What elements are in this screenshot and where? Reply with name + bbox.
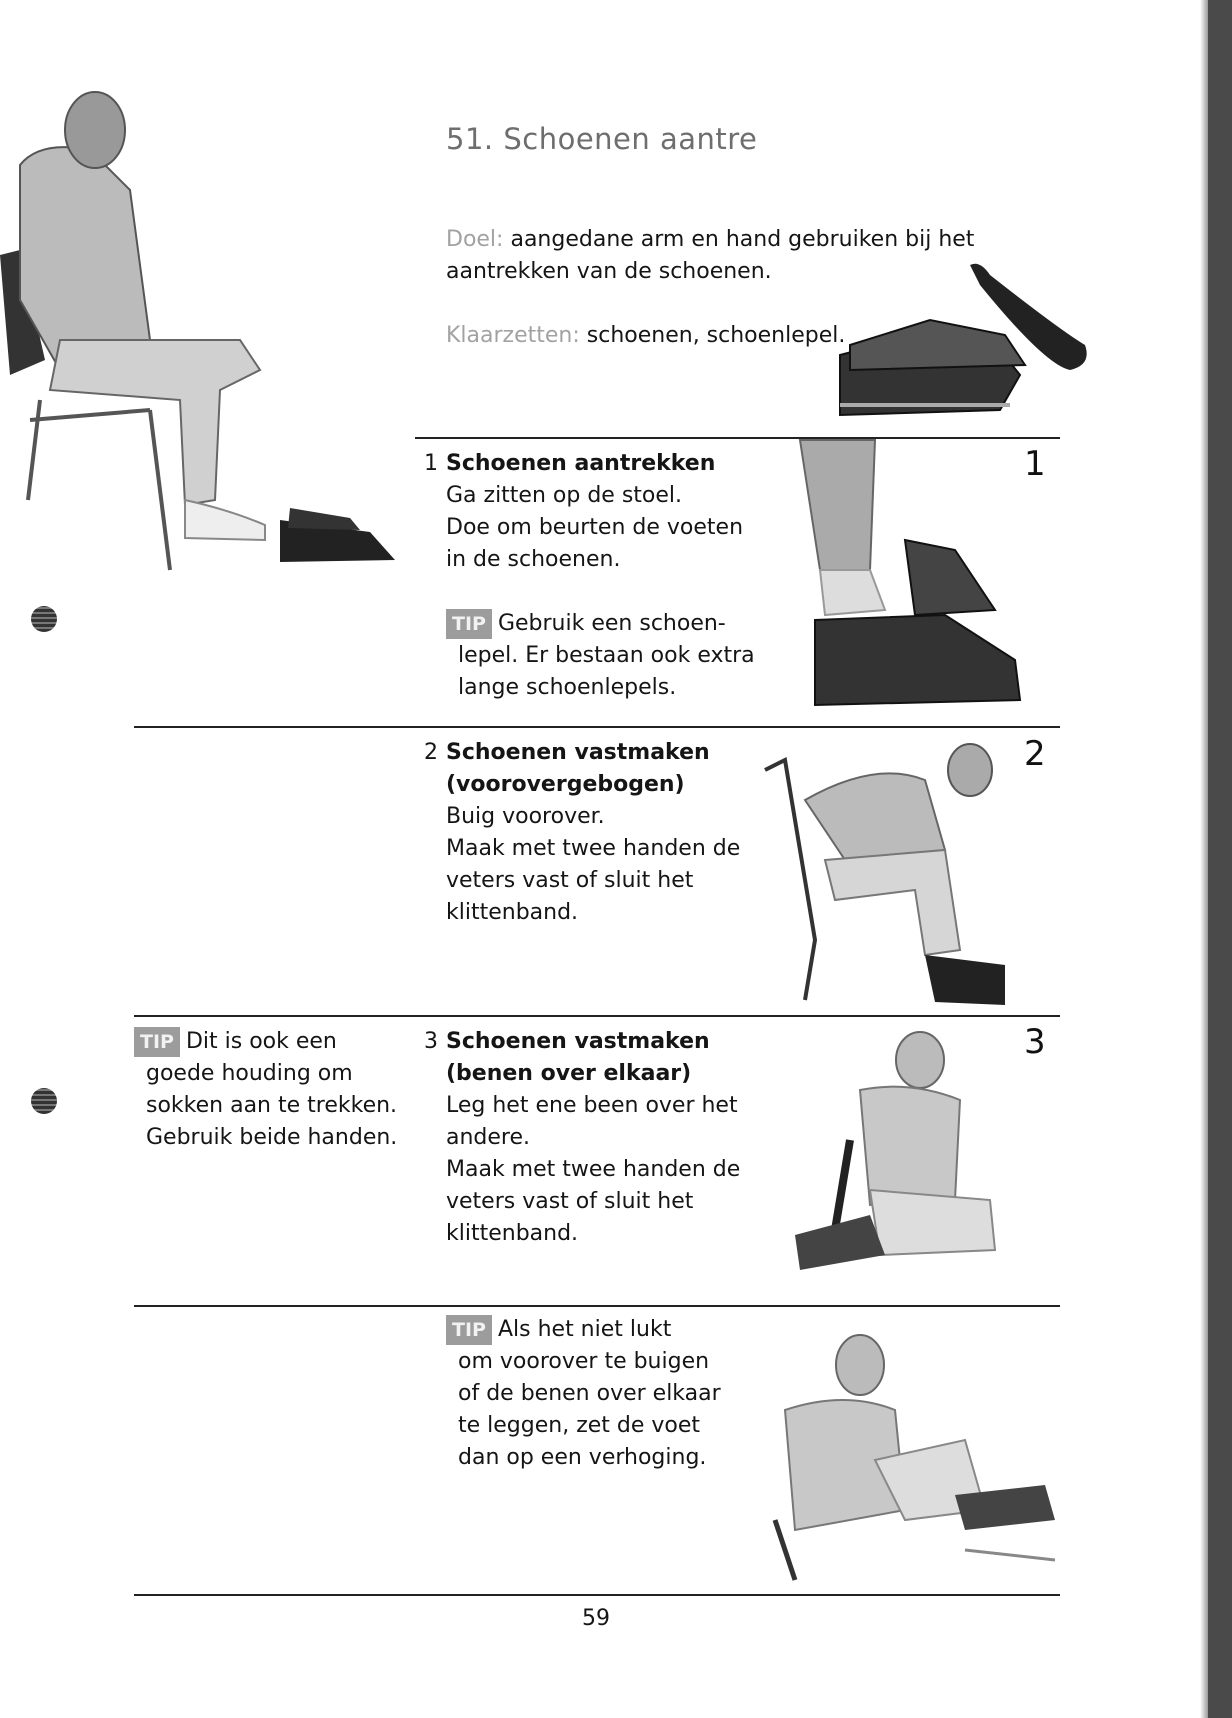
seated-man-photo — [0, 40, 410, 580]
step-3-photo — [790, 1030, 1000, 1300]
final-tip-photo — [755, 1320, 1060, 1585]
tip-text: goede houding om — [146, 1061, 353, 1086]
step-3-badge: 3 — [1024, 1022, 1046, 1062]
divider — [134, 726, 1060, 728]
setup-text: schoenen, schoenlepel. — [586, 323, 846, 348]
tip-text: dan op een verhoging. — [458, 1445, 707, 1470]
divider — [415, 437, 1060, 439]
scan-edge — [1208, 0, 1232, 1718]
step-3-heading: (benen over elkaar) — [446, 1061, 692, 1086]
step-2-line: klittenband. — [446, 900, 579, 925]
step-2-heading: Schoenen vastmaken — [446, 740, 710, 765]
goal-text-2: aantrekken van de schoenen. — [446, 259, 772, 284]
step-2-number: 2 — [424, 740, 438, 765]
step-2-heading: (voorovergebogen) — [446, 772, 685, 797]
tip-badge: TIP — [446, 1315, 492, 1345]
tip-text: lepel. Er bestaan ook extra — [458, 643, 755, 668]
shoes-and-shoehorn-photo — [830, 255, 1100, 425]
divider — [134, 1015, 1060, 1017]
step-1-badge: 1 — [1024, 444, 1046, 484]
step-3-line: andere. — [446, 1125, 531, 1150]
tip-text: te leggen, zet de voet — [458, 1413, 701, 1438]
step-1-heading: Schoenen aantrekken — [446, 451, 716, 476]
tip-badge: TIP — [134, 1027, 180, 1057]
step-2-line: Maak met twee handen de — [446, 836, 741, 861]
tip-text: lange schoenlepels. — [458, 675, 677, 700]
tip-text: om voorover te buigen — [458, 1349, 710, 1374]
tip-text: sokken aan te trekken. — [146, 1093, 398, 1118]
step-1-photo — [795, 440, 1055, 710]
step-1-number: 1 — [424, 451, 438, 476]
tip-text: Gebruik een schoen- — [497, 611, 726, 636]
step-3-side-tip — [134, 1026, 397, 1154]
step-2-badge: 2 — [1024, 734, 1046, 774]
page-number: 59 — [582, 1606, 610, 1631]
tip-text: Dit is ook een — [185, 1029, 337, 1054]
step-1-line: Doe om beurten de voeten — [446, 515, 744, 540]
step-1-line: Ga zitten op de stoel. — [446, 483, 683, 508]
final-tip — [446, 1314, 721, 1474]
step-2-photo — [755, 740, 1010, 1010]
goal-label: Doel: — [446, 227, 504, 252]
step-3-line: Maak met twee handen de — [446, 1157, 741, 1182]
step-1-line: in de schoenen. — [446, 547, 621, 572]
binder-hole-top — [31, 606, 57, 632]
goal-line-1 — [446, 224, 974, 256]
divider — [134, 1594, 1060, 1596]
step-3-line: klittenband. — [446, 1221, 579, 1246]
step-3-line: Leg het ene been over het — [446, 1093, 738, 1118]
setup-label: Klaarzetten: — [446, 323, 580, 348]
step-2-line: Buig voorover. — [446, 804, 605, 829]
setup-line — [446, 320, 845, 352]
divider — [134, 1305, 1060, 1307]
tip-badge: TIP — [446, 609, 492, 639]
tip-text: Als het niet lukt — [497, 1317, 672, 1342]
scan-edge-shadow — [1200, 0, 1208, 1718]
step-3-number: 3 — [424, 1029, 438, 1054]
goal-text-1: aangedane arm en hand gebruiken bij het — [510, 227, 975, 252]
step-2-line: veters vast of sluit het — [446, 868, 694, 893]
tip-text: of de benen over elkaar — [458, 1381, 721, 1406]
step-3-line: veters vast of sluit het — [446, 1189, 694, 1214]
step-2 — [424, 737, 741, 929]
page-title: 51. Schoenen aantre — [446, 122, 758, 156]
step-1 — [424, 448, 744, 576]
tip-text: Gebruik beide handen. — [146, 1125, 398, 1150]
step-3 — [424, 1026, 741, 1250]
step-3-heading: Schoenen vastmaken — [446, 1029, 710, 1054]
binder-hole-bottom — [31, 1088, 57, 1114]
step-1-tip — [446, 608, 755, 704]
